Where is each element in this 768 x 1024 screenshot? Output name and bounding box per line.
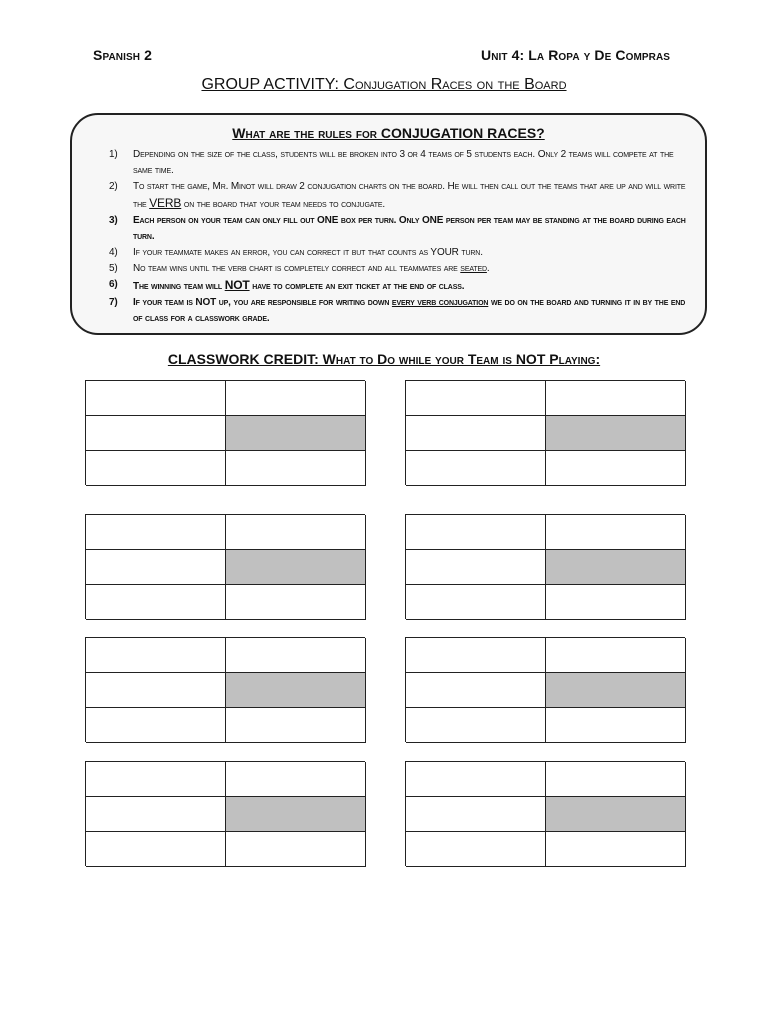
- chart-cell[interactable]: [226, 832, 366, 867]
- chart-cell-shaded: [226, 673, 366, 708]
- chart-cell[interactable]: [86, 708, 226, 743]
- chart-cell[interactable]: [406, 708, 546, 743]
- chart-cell[interactable]: [406, 515, 546, 550]
- chart-cell[interactable]: [86, 797, 226, 832]
- chart-cell[interactable]: [226, 708, 366, 743]
- rule-emphasis: NOT: [224, 278, 250, 292]
- chart-cell[interactable]: [86, 515, 226, 550]
- rule-item: [109, 147, 689, 179]
- conjugation-chart: [85, 761, 365, 866]
- rule-number: 4): [109, 247, 118, 258]
- rule-number: 6): [109, 279, 118, 290]
- rules-list: [109, 147, 689, 327]
- conjugation-chart: [405, 637, 685, 742]
- chart-cell[interactable]: [86, 638, 226, 673]
- conjugation-chart: [405, 514, 685, 619]
- rules-heading: What are the rules for CONJUGATION RACES?: [232, 125, 545, 141]
- rule-number: 2): [109, 181, 118, 192]
- chart-cell[interactable]: [406, 832, 546, 867]
- rule-number: 1): [109, 149, 118, 160]
- rule-text: If your team is NOT up, you are responsible for writing down: [133, 297, 392, 308]
- unit-title: Unit 4: La Ropa y De Compras: [481, 47, 671, 63]
- course-name: Spanish 2: [93, 47, 152, 63]
- chart-cell[interactable]: [406, 638, 546, 673]
- chart-cell[interactable]: [86, 381, 226, 416]
- chart-cell-shaded: [226, 416, 366, 451]
- chart-cell[interactable]: [406, 416, 546, 451]
- chart-cell[interactable]: [86, 451, 226, 486]
- rule-text: .: [486, 263, 490, 274]
- chart-cell-shaded: [546, 550, 686, 585]
- chart-cell-shaded: [546, 673, 686, 708]
- rule-text: The winning team will: [133, 281, 225, 292]
- rule-text: To start the game, Mr. Minot will draw 2 conjugation charts on the board. He will then call out the teams that are up and will write the: [133, 181, 686, 210]
- rule-text: have to complete an exit ticket at the end of class.: [249, 281, 465, 292]
- rule-text: on the board that your team needs to conjugate.: [181, 199, 386, 210]
- chart-cell[interactable]: [226, 585, 366, 620]
- chart-cell[interactable]: [406, 550, 546, 585]
- chart-cell[interactable]: [546, 638, 686, 673]
- chart-cell[interactable]: [86, 762, 226, 797]
- chart-cell[interactable]: [546, 515, 686, 550]
- rules-box: [70, 113, 707, 335]
- rule-emphasis: seated: [460, 263, 487, 274]
- rule-number: 7): [109, 297, 118, 308]
- chart-cell-shaded: [546, 797, 686, 832]
- conjugation-chart: [405, 761, 685, 866]
- chart-cell-shaded: [226, 550, 366, 585]
- rule-emphasis: every verb conjugation: [391, 297, 489, 308]
- chart-cell[interactable]: [86, 673, 226, 708]
- rule-text: Each person on your team can only fill out ONE box per turn. Only ONE person per team may be standing at the board during each turn.: [133, 215, 686, 242]
- classwork-title: CLASSWORK CREDIT: What to Do while your Team is NOT Playing:: [167, 351, 601, 367]
- chart-cell[interactable]: [406, 381, 546, 416]
- chart-cell[interactable]: [226, 451, 366, 486]
- conjugation-chart: [85, 380, 365, 485]
- conjugation-chart: [85, 637, 365, 742]
- rule-text: we do on the board and turning it in by the end of class for a classwork grade.: [133, 297, 686, 324]
- chart-cell[interactable]: [86, 585, 226, 620]
- rule-item: [109, 179, 689, 213]
- rule-number: 5): [109, 263, 118, 274]
- chart-cell[interactable]: [406, 673, 546, 708]
- chart-cell[interactable]: [546, 451, 686, 486]
- page-title: GROUP ACTIVITY: Conjugation Races on the Board: [201, 76, 567, 93]
- conjugation-chart: [405, 380, 685, 485]
- conjugation-chart: [85, 514, 365, 619]
- chart-cell[interactable]: [546, 762, 686, 797]
- chart-cell[interactable]: [226, 638, 366, 673]
- chart-cell-shaded: [546, 416, 686, 451]
- chart-cell[interactable]: [226, 515, 366, 550]
- rule-item: [109, 295, 689, 327]
- chart-cell[interactable]: [546, 832, 686, 867]
- chart-cell[interactable]: [226, 381, 366, 416]
- rule-item: [109, 213, 689, 245]
- chart-cell[interactable]: [546, 381, 686, 416]
- chart-cell[interactable]: [226, 762, 366, 797]
- rule-text: Depending on the size of the class, students will be broken into 3 or 4 teams of 5 students each. Only 2 teams will compete at the same time.: [133, 149, 674, 176]
- rule-item: [109, 245, 689, 261]
- chart-cell[interactable]: [406, 585, 546, 620]
- chart-cell[interactable]: [406, 451, 546, 486]
- rule-item: [109, 277, 689, 295]
- chart-cell[interactable]: [86, 550, 226, 585]
- rule-number: 3): [109, 215, 118, 226]
- rule-emphasis: VERB: [149, 196, 182, 210]
- chart-cell[interactable]: [86, 832, 226, 867]
- rule-item: [109, 261, 689, 277]
- rule-text: If your teammate makes an error, you can correct it but that counts as YOUR turn.: [133, 247, 483, 258]
- chart-cell[interactable]: [546, 585, 686, 620]
- chart-cell[interactable]: [406, 762, 546, 797]
- chart-cell[interactable]: [406, 797, 546, 832]
- chart-cell-shaded: [226, 797, 366, 832]
- chart-cell[interactable]: [86, 416, 226, 451]
- chart-cell[interactable]: [546, 708, 686, 743]
- rule-text: No team wins until the verb chart is completely correct and all teammates are: [133, 263, 461, 274]
